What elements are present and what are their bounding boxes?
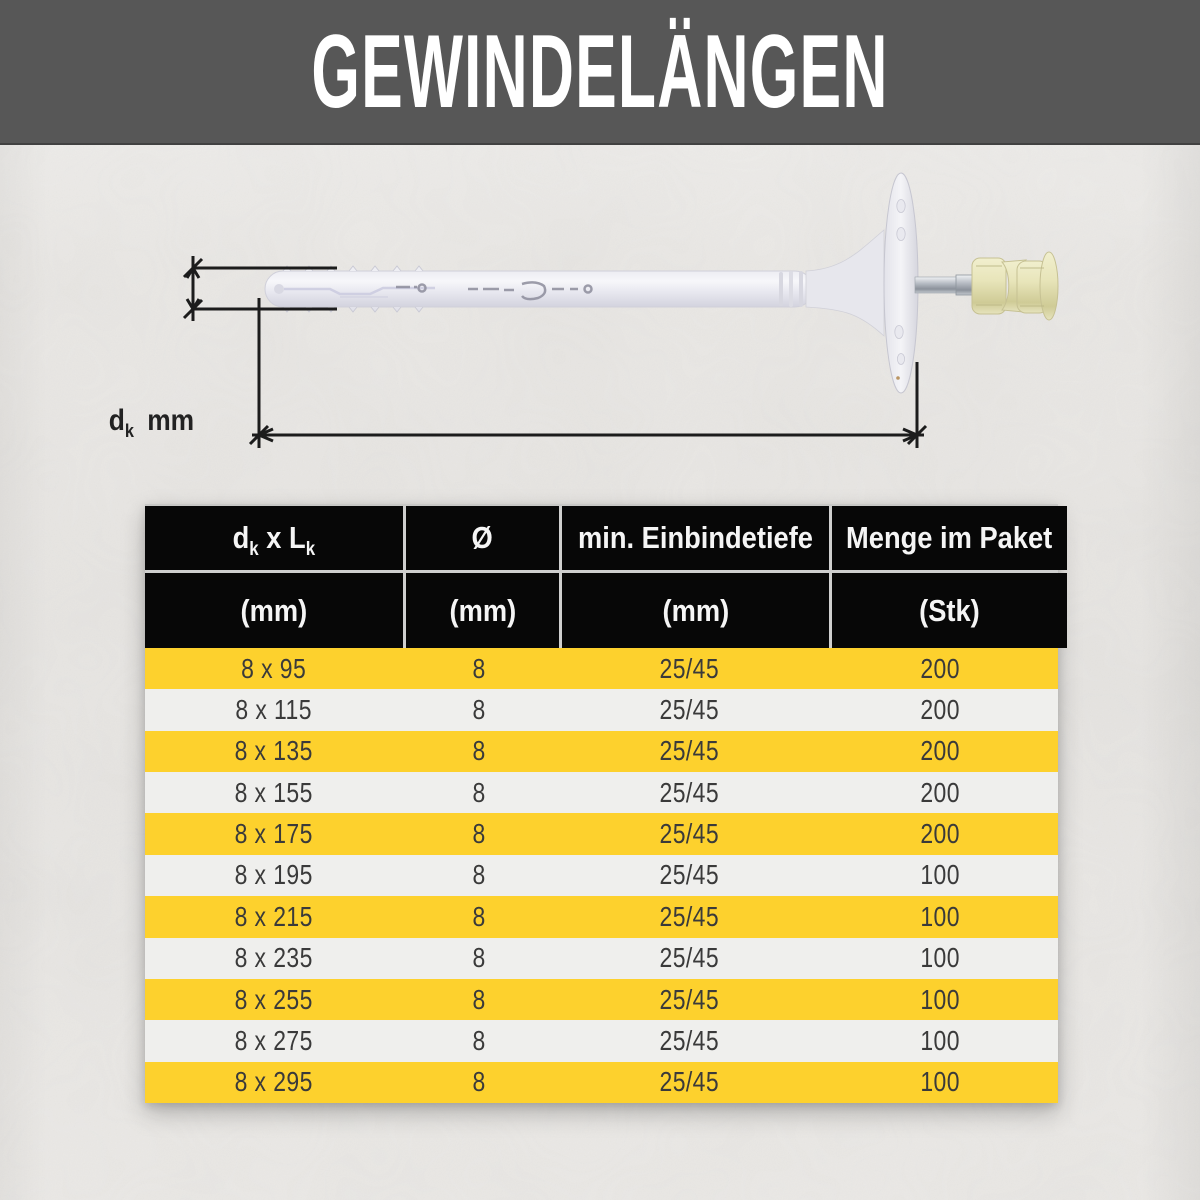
table-row [145, 896, 1058, 937]
table-cell-qty: 200 [920, 652, 961, 684]
table-cell-dia: 8 [472, 652, 487, 684]
table-cell-depth: 25/45 [659, 694, 720, 726]
table-row [145, 1020, 1058, 1061]
table-cell-qty: 200 [920, 776, 961, 808]
table-row [145, 772, 1058, 813]
dk-unit: mm [147, 404, 194, 437]
table-cell-size: 8 x 295 [234, 1066, 314, 1098]
table-cell-size: 8 x 155 [234, 776, 314, 808]
header-unit-size: (mm) [145, 573, 403, 648]
table-cell-qty: 100 [920, 1024, 961, 1056]
table-cell-depth: 25/45 [659, 900, 720, 932]
dk-symbol: d [108, 404, 125, 437]
table-cell-depth: 25/45 [659, 1066, 720, 1098]
table-cell-dia: 8 [472, 942, 487, 974]
table-cell-dia: 8 [472, 983, 487, 1015]
header-col-diameter: Ø [406, 506, 559, 570]
table-cell-dia: 8 [472, 818, 487, 850]
header-col-embedment: min. Einbindetiefe [562, 506, 829, 570]
table-cell-dia: 8 [472, 1024, 487, 1056]
table-row [145, 648, 1058, 689]
table-cell-qty: 200 [920, 694, 961, 726]
table-cell-size: 8 x 215 [234, 900, 314, 932]
table-cell-dia: 8 [472, 900, 487, 932]
metal-pin [915, 275, 974, 295]
table-cell-size: 8 x 115 [235, 694, 313, 726]
header-unit-quantity: (Stk) [832, 573, 1067, 648]
table-cell-qty: 100 [920, 942, 961, 974]
washer-plate [884, 173, 918, 393]
table-cell-size: 8 x 95 [241, 652, 307, 684]
table-row [145, 979, 1058, 1020]
table-cell-qty: 200 [920, 818, 961, 850]
table-cell-dia: 8 [472, 859, 487, 891]
size-table [145, 504, 1058, 1103]
table-cell-size: 8 x 195 [234, 859, 314, 891]
diameter-label [104, 404, 200, 441]
table-cell-size: 8 x 135 [234, 735, 314, 767]
table-cell-dia: 8 [472, 735, 487, 767]
anchor-cap [972, 252, 1058, 320]
header-unit-embedment: (mm) [562, 573, 829, 648]
table-cell-qty: 100 [920, 983, 961, 1015]
table-cell-qty: 200 [920, 735, 961, 767]
anchor-shaft [265, 266, 813, 312]
table-body [145, 648, 1058, 1103]
table-cell-dia: 8 [472, 776, 487, 808]
table-row [145, 938, 1058, 979]
header-col-quantity: Menge im Paket [832, 506, 1067, 570]
table-cell-qty: 100 [920, 1066, 961, 1098]
table-cell-size: 8 x 255 [234, 983, 314, 1015]
table-cell-depth: 25/45 [659, 735, 720, 767]
table-cell-depth: 25/45 [659, 652, 720, 684]
page-title: GEWINDELÄNGEN [311, 13, 889, 130]
table-cell-depth: 25/45 [659, 859, 720, 891]
table-cell-dia: 8 [472, 694, 487, 726]
table-row [145, 731, 1058, 772]
table-cell-depth: 25/45 [659, 818, 720, 850]
title-banner [0, 0, 1200, 145]
table-row [145, 689, 1058, 730]
table-cell-depth: 25/45 [659, 942, 720, 974]
table-cell-qty: 100 [920, 900, 961, 932]
anchor-photo-drawing [0, 148, 1200, 493]
table-cell-size: 8 x 175 [234, 818, 314, 850]
table-cell-depth: 25/45 [659, 776, 720, 808]
table-cell-depth: 25/45 [659, 1024, 720, 1056]
table-row [145, 1062, 1058, 1103]
table-cell-size: 8 x 235 [234, 942, 314, 974]
header-unit-diameter: (mm) [406, 573, 559, 648]
table-cell-dia: 8 [472, 1066, 487, 1098]
table-cell-qty: 100 [920, 859, 961, 891]
table-row [145, 855, 1058, 896]
table-cell-size: 8 x 275 [234, 1024, 314, 1056]
table-cell-depth: 25/45 [659, 983, 720, 1015]
product-diagram [0, 148, 1200, 493]
header-col-size: $d_k$ x $L_k$ [145, 506, 403, 570]
dk-subscript: k [124, 420, 134, 441]
table-header [145, 504, 1058, 648]
table-row [145, 813, 1058, 854]
